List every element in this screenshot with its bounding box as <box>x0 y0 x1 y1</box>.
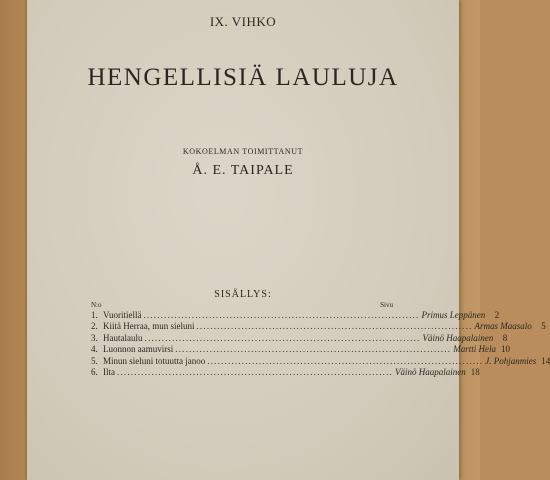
toc-song-title: Ilta <box>103 367 115 378</box>
toc-row <box>91 355 550 367</box>
page-column-header: Sivu <box>380 301 393 309</box>
booklet-title: HENGELLISIÄ LAULUJA <box>87 64 399 91</box>
toc-row <box>91 332 508 344</box>
toc-page-number: 8 <box>502 332 508 343</box>
toc-row <box>91 344 510 355</box>
toc-song-title: Minun sieluni totuutta janoo <box>103 355 206 366</box>
toc-composer: Väinö Haapalainen <box>395 367 466 378</box>
contents-heading: SISÄLLYS: <box>214 289 272 300</box>
toc-number: 2. <box>91 321 98 332</box>
toc-composer: Primus Leppänen <box>421 310 486 320</box>
toc-composer: Armas Maasalo <box>474 321 532 332</box>
toc-song-title: Vuoritiellä <box>103 310 142 320</box>
toc-page-number: 5 <box>541 321 546 332</box>
toc-composer: J. Pohjanmies <box>485 355 537 366</box>
table-of-contents <box>91 300 550 378</box>
toc-number: 4. <box>91 344 98 355</box>
toc-page-number: 14 <box>541 355 550 366</box>
toc-song-title: Hautalaulu <box>103 332 143 343</box>
issue-number: IX. VIHKO <box>209 14 277 29</box>
toc-leader-dots: ................................................................................ <box>117 367 393 378</box>
toc-composer: Väinö Haapalainen <box>422 332 494 343</box>
toc-row <box>91 310 500 321</box>
toc-song-title: Kiitä Herraa, mun sieluni <box>103 321 195 332</box>
booklet-cover <box>27 0 550 480</box>
toc-header <box>91 300 393 310</box>
editor-name: Å. E. TAIPALE <box>192 163 294 178</box>
toc-leader-dots: ................................................................................ <box>207 355 484 366</box>
toc-song-title: Luonnon aamuvirsi <box>103 344 174 355</box>
toc-leader-dots: ................................................................................ <box>175 344 452 355</box>
toc-row <box>91 321 546 332</box>
toc-row <box>91 367 480 378</box>
toc-number: 1. <box>91 310 98 320</box>
toc-number: 6. <box>91 367 98 378</box>
toc-leader-dots: ................................................................................ <box>144 332 421 343</box>
toc-leader-dots: ................................................................................ <box>143 310 420 320</box>
number-column-header: N:o <box>91 301 102 309</box>
toc-number: 3. <box>91 332 98 343</box>
toc-composer: Martti Hela <box>453 344 496 355</box>
toc-leader-dots: ................................................................................ <box>196 321 473 332</box>
toc-number: 5. <box>91 355 98 366</box>
editor-label: KOKOELMAN TOIMITTANUT <box>182 147 304 156</box>
toc-page-number: 18 <box>470 367 480 378</box>
toc-page-number: 2 <box>494 310 500 320</box>
toc-page-number: 10 <box>501 344 510 355</box>
